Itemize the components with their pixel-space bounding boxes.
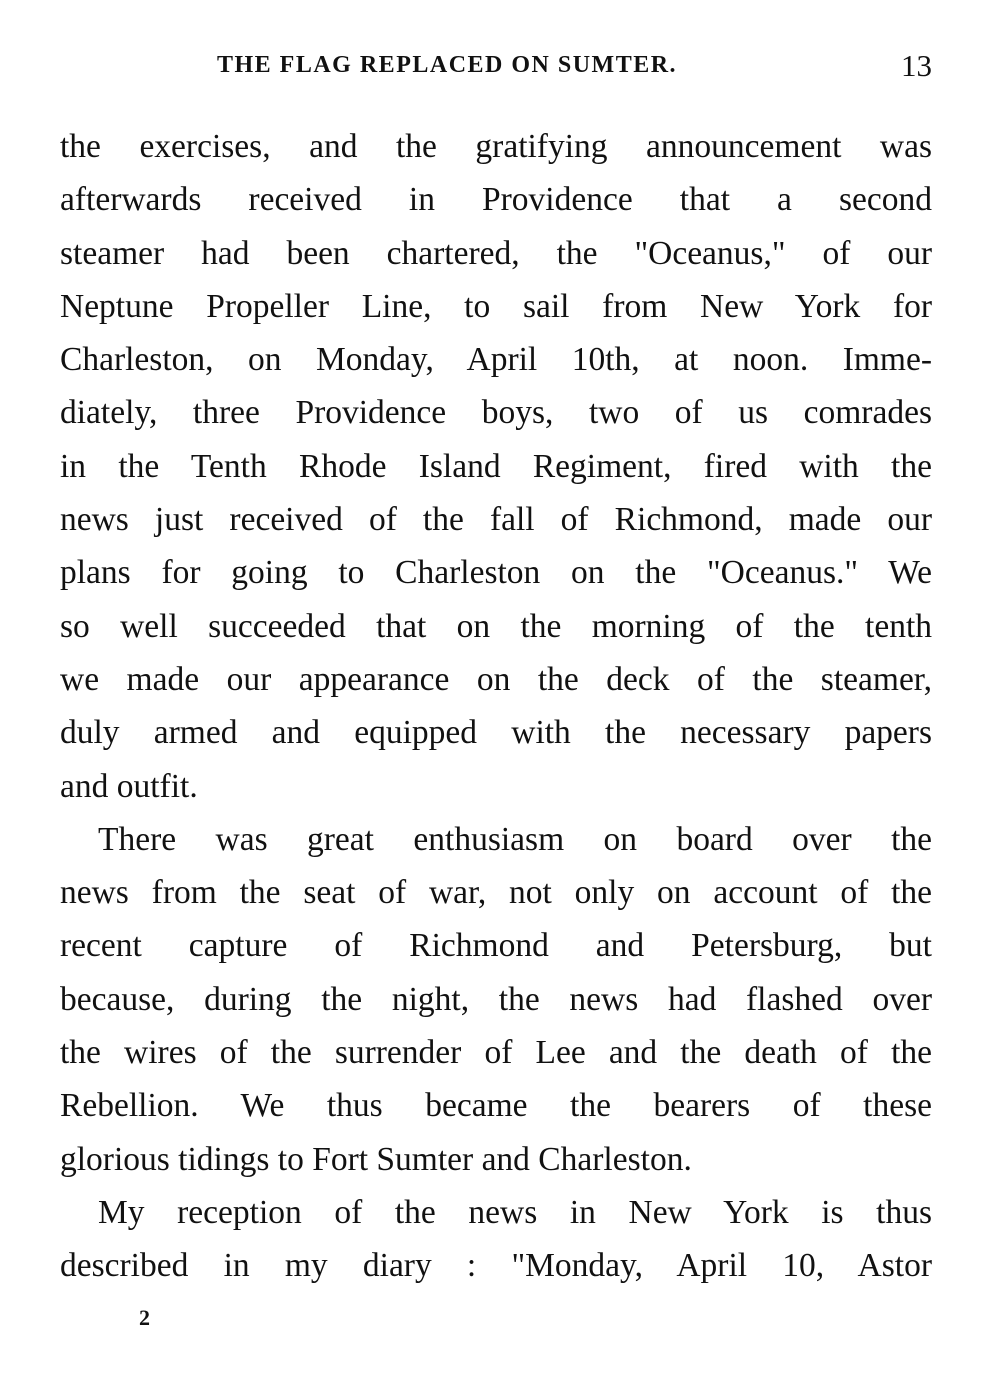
text-line: There was great enthusiasm on board over the [98,820,932,858]
signature-mark: 2 [139,1305,150,1330]
paragraph-2 [60,813,932,1186]
text-line: news just received of the fall of Richmond, made our [60,501,932,539]
text-line: Rebellion. We thus became the bearers of these [60,1087,932,1125]
paragraph-3 [60,1186,932,1293]
text-line: duly armed and equipped with the necessary papers [60,714,932,752]
text-line: so well succeeded that on the morning of the tenth [60,607,932,645]
text-line: news from the seat of war, not only on account of the [60,874,932,912]
text-line: in the Tenth Rhode Island Regiment, fired with the [60,447,932,485]
text-line: glorious tidings to Fort Sumter and Charleston. [60,1140,692,1178]
text-line: and outfit. [60,767,198,805]
text-line: Neptune Propeller Line, to sail from New York for [60,287,932,325]
text-line: we made our appearance on the deck of the steamer, [60,660,932,698]
paragraph-1 [60,120,932,813]
running-title: THE FLAG REPLACED ON SUMTER. [217,52,678,78]
text-line: the exercises, and the gratifying announcement was [60,128,932,165]
text-line: plans for going to Charleston on the "Oceanus." We [60,554,932,592]
text-line: diately, three Providence boys, two of us comrades [60,394,932,432]
running-head [60,48,932,88]
body-text [60,120,932,1293]
text-line: recent capture of Richmond and Petersburg, but [60,927,932,965]
text-line: My reception of the news in New York is thus [98,1193,932,1231]
text-line: afterwards received in Providence that a second [60,181,932,219]
page-number: 13 [901,48,932,83]
text-line: the wires of the surrender of Lee and the death of the [60,1034,932,1072]
text-line: steamer had been chartered, the "Oceanus," of our [60,234,932,272]
text-line: described in my diary : "Monday, April 10, Astor [60,1247,932,1285]
text-line: because, during the night, the news had flashed over [60,980,932,1018]
text-line: Charleston, on Monday, April 10th, at noon. Imme- [60,341,932,379]
